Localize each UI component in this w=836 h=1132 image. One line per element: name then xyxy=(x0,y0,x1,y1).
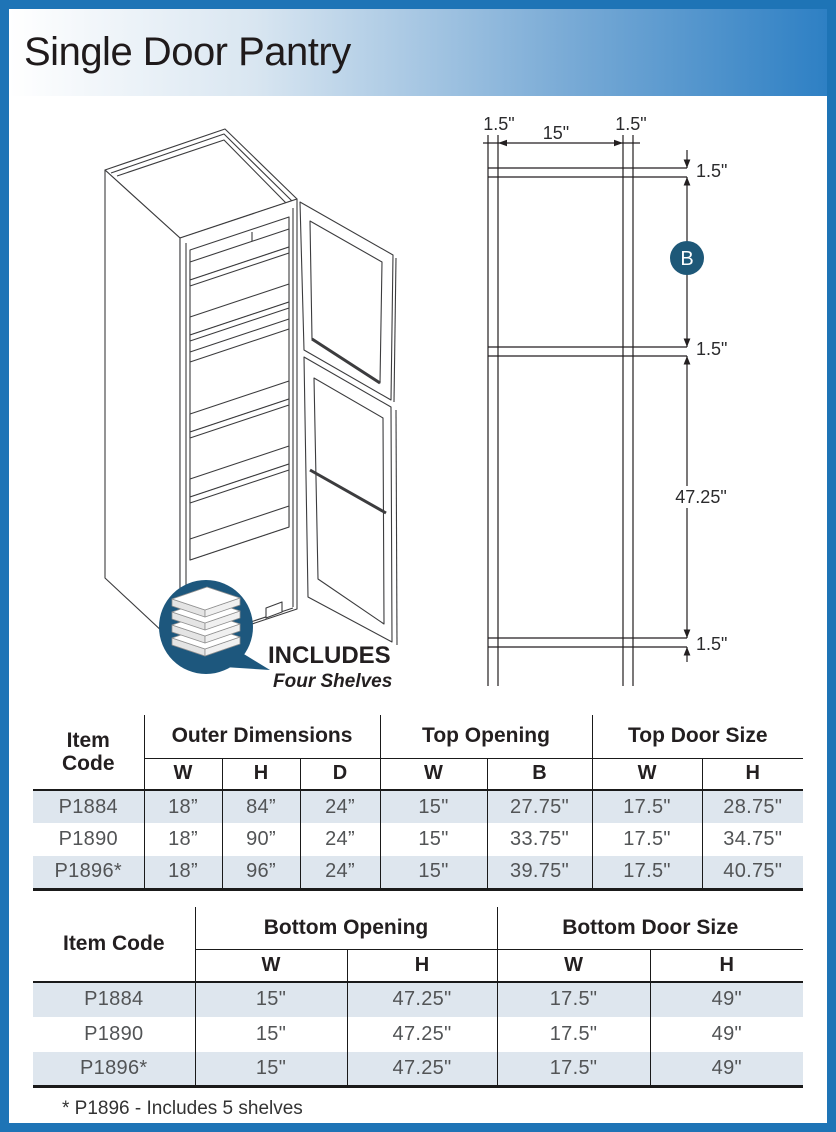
item-code-header xyxy=(33,715,144,790)
table-row xyxy=(33,790,803,823)
dim-opening-width: 15" xyxy=(542,123,570,143)
footnote: * P1896 - Includes 5 shelves xyxy=(62,1098,303,1119)
cell: 33.75" xyxy=(487,823,592,856)
table-row xyxy=(33,1017,803,1052)
cell: 15" xyxy=(380,856,487,889)
cell: 28.75" xyxy=(702,790,803,823)
table-group-header-row xyxy=(33,907,803,950)
item-code-header: Item Code xyxy=(33,907,195,982)
b-marker xyxy=(670,241,704,275)
diagram-labels xyxy=(483,114,727,654)
dim-right-stile: 1.5" xyxy=(615,114,647,134)
item-code: P1896* xyxy=(33,1052,195,1087)
title-bar xyxy=(9,9,827,96)
col-header: W xyxy=(195,950,347,982)
item-code: P1890 xyxy=(84,1022,144,1045)
illustration-panel xyxy=(9,96,827,700)
table-row xyxy=(33,823,803,856)
cell: 40.75" xyxy=(702,856,803,889)
col-header: D xyxy=(300,758,380,790)
cell: 47.25" xyxy=(347,1017,497,1052)
cell: 17.5" xyxy=(497,1052,650,1087)
dim-top-rail: 1.5" xyxy=(696,161,728,181)
dim-left-stile: 1.5" xyxy=(483,114,515,134)
dim-bottom-opening: 47.25" xyxy=(675,487,727,507)
cell: 15" xyxy=(380,790,487,823)
cell: 17.5" xyxy=(497,1017,650,1052)
table-subheader-row xyxy=(33,758,803,790)
badge-title: INCLUDES xyxy=(268,642,391,669)
col-header: H xyxy=(347,950,497,982)
cell: 17.5" xyxy=(592,790,702,823)
b-marker-letter: B xyxy=(680,248,694,270)
page-title: Single Door Pantry xyxy=(24,30,351,74)
cell: 24” xyxy=(300,823,380,856)
cell: 27.75" xyxy=(487,790,592,823)
cell: 17.5" xyxy=(592,823,702,856)
item-code: P1884 xyxy=(33,982,195,1017)
cell: 18” xyxy=(144,790,222,823)
cell: 47.25" xyxy=(347,982,497,1017)
table-row xyxy=(33,982,803,1017)
cell: 15" xyxy=(195,982,347,1017)
col-header: H xyxy=(222,758,300,790)
cell: 39.75" xyxy=(487,856,592,889)
cell: 18” xyxy=(144,856,222,889)
dim-mid-rail: 1.5" xyxy=(696,339,728,359)
item-code-line1: Item xyxy=(66,728,110,752)
group-bottom-opening: Bottom Opening xyxy=(195,907,497,950)
col-header: H xyxy=(650,950,803,982)
cell: 49" xyxy=(650,1052,803,1087)
col-header: W xyxy=(497,950,650,982)
dim-bottom-rail: 1.5" xyxy=(696,634,728,654)
col-header: W xyxy=(592,758,702,790)
cell: 24” xyxy=(300,856,380,889)
table-row xyxy=(33,856,803,889)
cell: 15" xyxy=(195,1017,347,1052)
cell: 17.5" xyxy=(592,856,702,889)
cell: 24” xyxy=(300,790,380,823)
col-header: W xyxy=(144,758,222,790)
face-frame-diagram xyxy=(483,135,740,686)
cell: 84” xyxy=(222,790,300,823)
bottom-spec-table xyxy=(33,907,803,1089)
spec-tables-section xyxy=(9,700,827,1120)
group-top-door-size: Top Door Size xyxy=(592,715,803,758)
col-header: W xyxy=(380,758,487,790)
col-header: B xyxy=(487,758,592,790)
cell: 49" xyxy=(650,982,803,1017)
item-code: P1890 xyxy=(58,828,118,850)
item-code: P1896* xyxy=(33,856,144,889)
shelf-stack-icon xyxy=(172,587,240,656)
badge-subtitle: Four Shelves xyxy=(273,671,393,692)
col-header: H xyxy=(702,758,803,790)
cell: 15" xyxy=(195,1052,347,1087)
cell: 47.25" xyxy=(347,1052,497,1087)
table-row xyxy=(33,1052,803,1087)
illustration-svg xyxy=(0,96,836,700)
top-spec-table xyxy=(33,715,803,891)
cell: 17.5" xyxy=(497,982,650,1017)
item-code-line2: Code xyxy=(62,752,115,775)
cell: 49" xyxy=(650,1017,803,1052)
cell: 15" xyxy=(380,823,487,856)
group-outer-dimensions: Outer Dimensions xyxy=(144,715,380,758)
group-bottom-door-size: Bottom Door Size xyxy=(497,907,803,950)
cell: 90” xyxy=(222,823,300,856)
cell: 18” xyxy=(144,823,222,856)
table-group-header-row xyxy=(33,715,803,758)
bottom-door xyxy=(304,357,397,645)
cell: 34.75" xyxy=(702,823,803,856)
cabinet-3d-illustration xyxy=(105,129,397,648)
cell: 96” xyxy=(222,856,300,889)
item-code: P1884 xyxy=(33,790,144,823)
group-top-opening: Top Opening xyxy=(380,715,592,758)
